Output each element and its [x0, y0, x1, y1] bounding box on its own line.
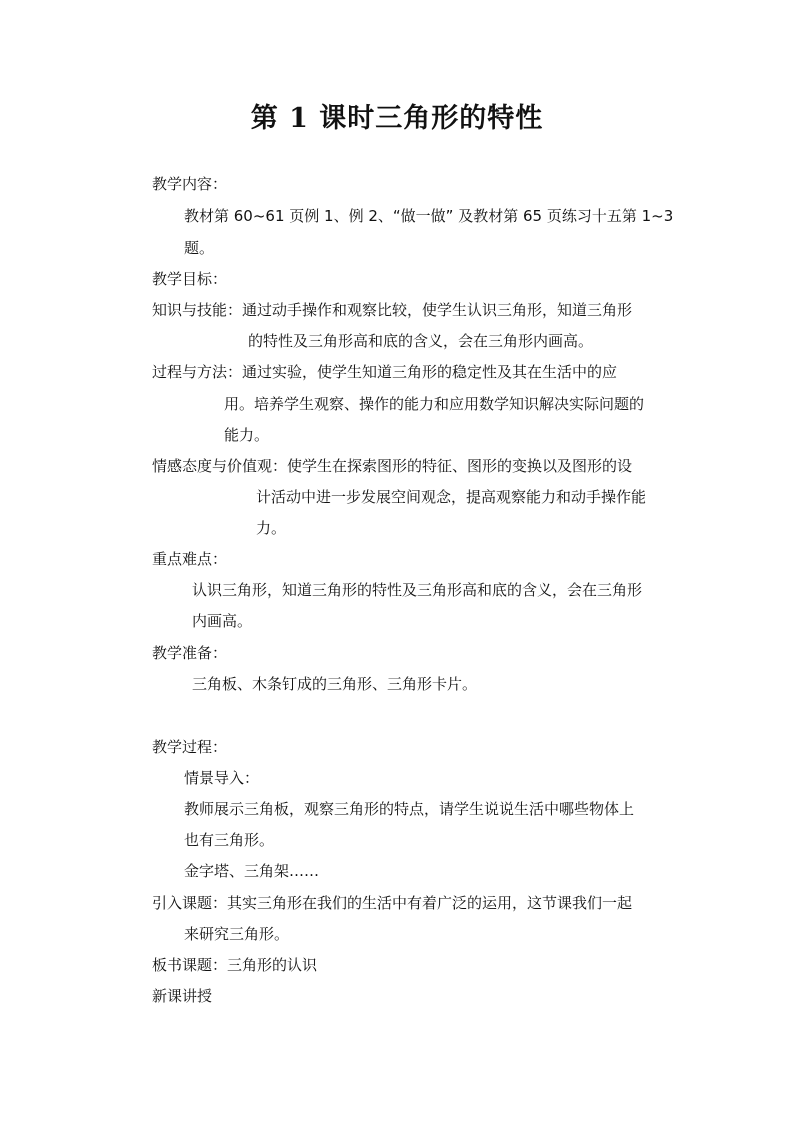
teacher-line-2: 也有三角形。 — [184, 831, 275, 849]
process-line-3: 能力。 — [224, 426, 270, 444]
lead-line-2: 来研究三角形。 — [184, 925, 290, 943]
content-line-1: 教材第 60~61 页例 1、例 2、“做一做” 及教材第 65 页练习十五第 1~3 — [184, 207, 674, 225]
process-line-1: 过程与方法：通过实验，使学生知道三角形的稳定性及其在生活中的应 — [152, 363, 618, 381]
knowledge-line-2: 的特性及三角形高和底的含义，会在三角形内画高。 — [248, 332, 594, 350]
attitude-line-3: 力。 — [256, 519, 287, 537]
knowledge-line-1: 知识与技能：通过动手操作和观察比较，使学生认识三角形，知道三角形 — [152, 301, 633, 319]
content-line-2: 题。 — [184, 239, 215, 257]
keypoints-line-2: 内画高。 — [192, 612, 253, 630]
teacher-line-1: 教师展示三角板，观察三角形的特点，请学生说说生活中哪些物体上 — [184, 800, 635, 818]
attitude-line-1: 情感态度与价值观：使学生在探索图形的特征、图形的变换以及图形的设 — [152, 457, 633, 475]
page-title: 第 1 课时三角形的特性 — [250, 103, 544, 134]
examples-line: 金字塔、三角架…… — [184, 862, 320, 880]
objectives-heading: 教学目标： — [152, 270, 228, 288]
keypoints-line-1: 认识三角形，知道三角形的特性及三角形高和底的含义，会在三角形 — [192, 581, 643, 599]
attitude-line-2: 计活动中进一步发展空间观念，提高观察能力和动手操作能 — [256, 488, 647, 506]
lead-line-1: 引入课题：其实三角形在我们的生活中有着广泛的运用，这节课我们一起 — [152, 894, 633, 912]
content-heading: 教学内容： — [152, 175, 228, 193]
new-lesson-line: 新课讲授 — [152, 987, 213, 1005]
board-line: 板书课题：三角形的认识 — [152, 956, 318, 974]
process-heading: 教学过程： — [152, 738, 228, 756]
intro-subheading: 情景导入： — [184, 769, 260, 787]
preparation-heading: 教学准备： — [152, 644, 228, 662]
process-line-2: 用。培养学生观察、操作的能力和应用数学知识解决实际问题的 — [224, 395, 645, 413]
keypoints-heading: 重点难点： — [152, 550, 228, 568]
preparation-line-1: 三角板、木条钉成的三角形、三角形卡片。 — [192, 675, 478, 693]
